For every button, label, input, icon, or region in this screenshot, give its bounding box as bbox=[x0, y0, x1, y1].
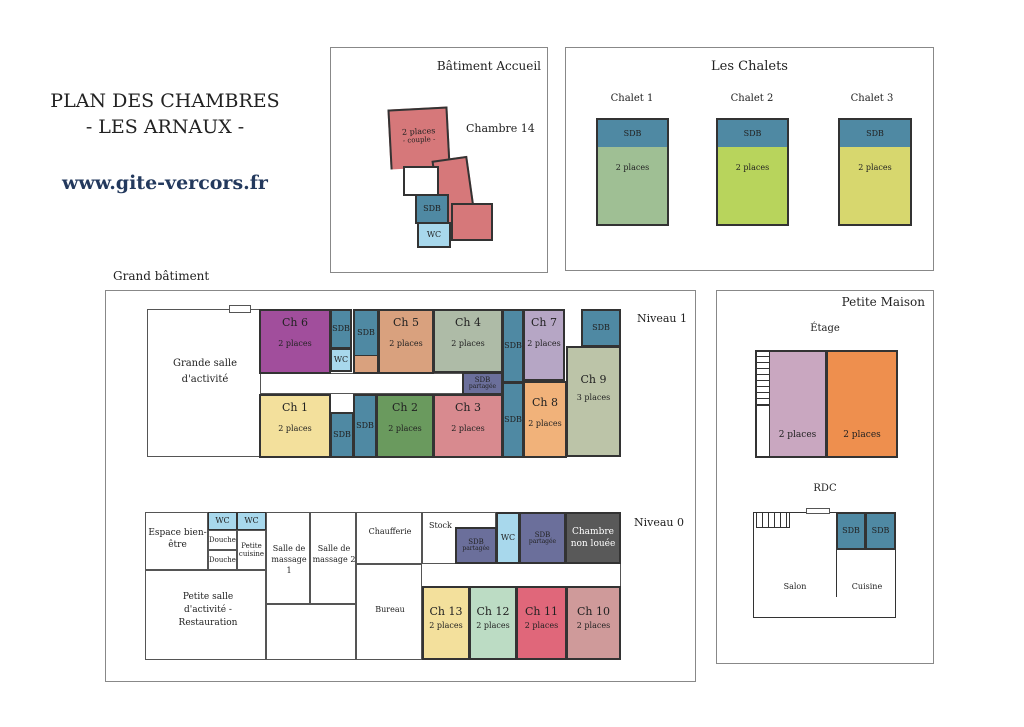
accueil-wc-label: WC bbox=[426, 230, 442, 240]
etage-room-left[interactable] bbox=[769, 350, 827, 458]
chambre14-note: - couple - bbox=[402, 135, 436, 146]
ch7-places: 2 places bbox=[527, 338, 561, 348]
ch11-name: Ch 11 bbox=[525, 605, 558, 618]
chalet3-places: 2 places bbox=[858, 163, 892, 172]
ch13-places: 2 places bbox=[429, 620, 463, 630]
espace-bien-etre[interactable] bbox=[145, 512, 208, 570]
sdb-partagee-n0-note: partagée bbox=[528, 537, 557, 545]
wc-n0-c[interactable] bbox=[496, 512, 520, 564]
door-marker bbox=[229, 305, 251, 313]
rdc-divider bbox=[836, 549, 837, 597]
sdb-ch8-label: SDB bbox=[504, 415, 522, 425]
ch9-places: 3 places bbox=[576, 392, 611, 402]
ch9-name: Ch 9 bbox=[580, 373, 607, 386]
ch12-places: 2 places bbox=[476, 620, 510, 630]
n0-room-blank bbox=[266, 604, 356, 660]
ch8-places: 2 places bbox=[528, 418, 562, 428]
sdb-ch2[interactable] bbox=[353, 394, 377, 458]
chalet3-name: Chalet 3 bbox=[850, 93, 894, 104]
ch7-name: Ch 7 bbox=[531, 316, 557, 329]
salon-label: Salon bbox=[783, 582, 807, 591]
massage-2-label: Salle de massage 2 bbox=[312, 544, 356, 564]
ch4-name: Ch 4 bbox=[455, 316, 481, 329]
accueil-title: Bâtiment Accueil bbox=[436, 59, 541, 73]
stock-label: Stock bbox=[429, 521, 452, 530]
chalet2-name: Chalet 2 bbox=[730, 93, 774, 104]
accueil-wc[interactable] bbox=[417, 222, 451, 248]
etage-right-places: 2 places bbox=[843, 430, 881, 440]
sdb-ch7-label: SDB bbox=[504, 341, 522, 351]
grande-salle[interactable] bbox=[147, 309, 261, 457]
ch12[interactable] bbox=[469, 586, 517, 660]
douche-2[interactable] bbox=[208, 550, 237, 570]
rdc-stairs bbox=[756, 512, 790, 528]
douche-1-label: Douche bbox=[209, 536, 236, 544]
ch11-places: 2 places bbox=[524, 620, 559, 630]
sdb-partagee-n0[interactable] bbox=[519, 512, 566, 564]
chalet2-room[interactable] bbox=[716, 147, 789, 226]
chalet2-places: 2 places bbox=[735, 163, 770, 172]
chambre-non-louee[interactable] bbox=[565, 512, 621, 564]
sdb-ch1[interactable] bbox=[330, 412, 354, 458]
ch8[interactable] bbox=[523, 381, 567, 458]
chalet2-sdb-label: SDB bbox=[743, 128, 762, 138]
bureau-label: Bureau bbox=[375, 605, 405, 614]
ch10[interactable] bbox=[566, 586, 621, 660]
ch5-places: 2 places bbox=[389, 338, 423, 348]
cuisine-label: Cuisine bbox=[851, 582, 883, 591]
massage-2[interactable] bbox=[310, 512, 356, 604]
plan-title-line2: - LES ARNAUX - bbox=[85, 116, 245, 138]
accueil-sdb[interactable] bbox=[415, 194, 449, 224]
chalet2-sdb[interactable] bbox=[716, 118, 789, 148]
website-link[interactable]: www.gite-vercors.fr bbox=[62, 172, 268, 194]
sdb-partagee-n1-note: partagée bbox=[468, 383, 497, 391]
niveau1-label: Niveau 1 bbox=[637, 312, 688, 325]
wc-n1-label: WC bbox=[333, 355, 349, 365]
ch4-places: 2 places bbox=[451, 338, 485, 348]
sdb-ch1-label: SDB bbox=[333, 430, 351, 440]
chaufferie-label: Chaufferie bbox=[368, 527, 412, 536]
ch12-name: Ch 12 bbox=[476, 605, 510, 618]
chalet1-name: Chalet 1 bbox=[610, 93, 654, 104]
ch5-name: Ch 5 bbox=[393, 316, 419, 329]
plan-title-line1: PLAN DES CHAMBRES bbox=[50, 90, 280, 112]
wc-n0-b[interactable] bbox=[237, 512, 266, 530]
ch1[interactable] bbox=[259, 394, 331, 458]
petite-cuisine[interactable] bbox=[237, 530, 266, 570]
ch2-name: Ch 2 bbox=[392, 401, 418, 414]
chalet1-sdb[interactable] bbox=[596, 118, 669, 148]
ch3[interactable] bbox=[433, 394, 503, 458]
wc-n0-c-label: WC bbox=[500, 533, 516, 543]
chalet1-places: 2 places bbox=[615, 163, 650, 172]
rdc-sdb-2[interactable] bbox=[865, 512, 896, 550]
bureau[interactable] bbox=[356, 564, 422, 660]
wc-n1[interactable] bbox=[330, 348, 352, 372]
sdb-ch8[interactable] bbox=[502, 382, 524, 458]
ch13-name: Ch 13 bbox=[429, 605, 463, 618]
ch6[interactable] bbox=[259, 309, 331, 374]
espace-label: Espace bien-être bbox=[148, 528, 207, 550]
chalet1-sdb-label: SDB bbox=[623, 128, 642, 138]
ch2-places: 2 places bbox=[388, 423, 422, 433]
chalet3-sdb-label: SDB bbox=[866, 128, 884, 138]
etage-left-places: 2 places bbox=[778, 430, 817, 440]
sdb-ch6-label: SDB bbox=[332, 324, 350, 334]
petite-cuisine-label: Petite cuisine bbox=[238, 542, 265, 558]
massage-1[interactable] bbox=[266, 512, 310, 604]
ch5[interactable] bbox=[378, 309, 434, 374]
sdb-ch5-label: SDB bbox=[357, 328, 375, 338]
ch8-name: Ch 8 bbox=[532, 396, 558, 409]
ch5-extension bbox=[353, 356, 379, 374]
massage-1-label: Salle de massage 1 bbox=[271, 544, 307, 575]
petite-salle[interactable] bbox=[145, 570, 266, 660]
sdb-ch9-label: SDB bbox=[592, 323, 610, 333]
chambre-non-louee-label: Chambre non louée bbox=[570, 527, 616, 549]
ch13[interactable] bbox=[422, 586, 470, 660]
wc-n0-a-label: WC bbox=[215, 516, 230, 526]
ch6-places: 2 places bbox=[278, 338, 312, 348]
rdc-sdb-2-label: SDB bbox=[871, 526, 890, 536]
ch4[interactable] bbox=[433, 309, 503, 373]
douche-2-label: Douche bbox=[209, 556, 236, 564]
chalets-title: Les Chalets bbox=[711, 59, 788, 74]
ch3-name: Ch 3 bbox=[455, 401, 481, 414]
douche-1[interactable] bbox=[208, 530, 237, 550]
chalet3-room[interactable] bbox=[838, 147, 912, 226]
ch11[interactable] bbox=[516, 586, 567, 660]
ch10-places: 2 places bbox=[576, 620, 611, 630]
sdb-partagee-stock-label: SDB bbox=[468, 538, 484, 547]
ch3-places: 2 places bbox=[451, 423, 485, 433]
rdc-sdb-1[interactable] bbox=[836, 512, 866, 550]
accueil-sdb-label: SDB bbox=[423, 204, 441, 214]
plan-title bbox=[20, 88, 310, 140]
ch10-name: Ch 10 bbox=[577, 605, 610, 618]
wc-n0-a[interactable] bbox=[208, 512, 237, 530]
wc-n0-b-label: WC bbox=[244, 516, 259, 526]
sdb-ch7[interactable] bbox=[502, 309, 524, 383]
ch2[interactable] bbox=[376, 394, 434, 458]
corridor-n1 bbox=[260, 373, 463, 394]
ch1-name: Ch 1 bbox=[282, 401, 308, 414]
rdc-sdb-1-label: SDB bbox=[842, 526, 860, 536]
niveau0-label: Niveau 0 bbox=[634, 516, 685, 529]
rdc-label: RDC bbox=[813, 483, 837, 494]
sdb-partagee-n0-label: SDB bbox=[534, 530, 551, 539]
ch6-name: Ch 6 bbox=[282, 316, 308, 329]
sdb-partagee-n1[interactable] bbox=[462, 372, 503, 395]
chambre14-lower bbox=[451, 203, 493, 241]
grand-title: Grand bâtiment bbox=[113, 269, 210, 283]
accueil-panel bbox=[330, 47, 548, 273]
accueil-entry bbox=[403, 166, 439, 196]
sdb-partagee-stock[interactable] bbox=[455, 527, 497, 564]
chaufferie[interactable] bbox=[356, 512, 422, 564]
petite-salle-label: Petite salle d'activité - Restauration bbox=[178, 592, 238, 628]
etage-room-right[interactable] bbox=[826, 350, 898, 458]
sdb-ch2-label: SDB bbox=[356, 421, 374, 431]
rdc-door bbox=[806, 508, 830, 514]
sdb-ch9[interactable] bbox=[581, 309, 621, 347]
petite-maison-title: Petite Maison bbox=[841, 295, 925, 309]
etage-label: Étage bbox=[810, 323, 840, 334]
sdb-ch6[interactable] bbox=[330, 309, 352, 349]
chalet3-sdb[interactable] bbox=[838, 118, 912, 148]
chambre14-label: Chambre 14 bbox=[466, 122, 535, 135]
chalet1-room[interactable] bbox=[596, 147, 669, 226]
ch1-places: 2 places bbox=[278, 423, 312, 433]
sdb-partagee-n1-label: SDB bbox=[474, 376, 491, 385]
sdb-ch5[interactable] bbox=[353, 309, 379, 357]
chambre14-places: 2 places bbox=[401, 126, 436, 137]
grande-salle-label: Grande salle d'activité bbox=[172, 358, 238, 385]
ch9[interactable] bbox=[566, 346, 621, 457]
ch7[interactable] bbox=[523, 309, 565, 381]
sdb-partagee-stock-note: partagée bbox=[462, 545, 490, 553]
